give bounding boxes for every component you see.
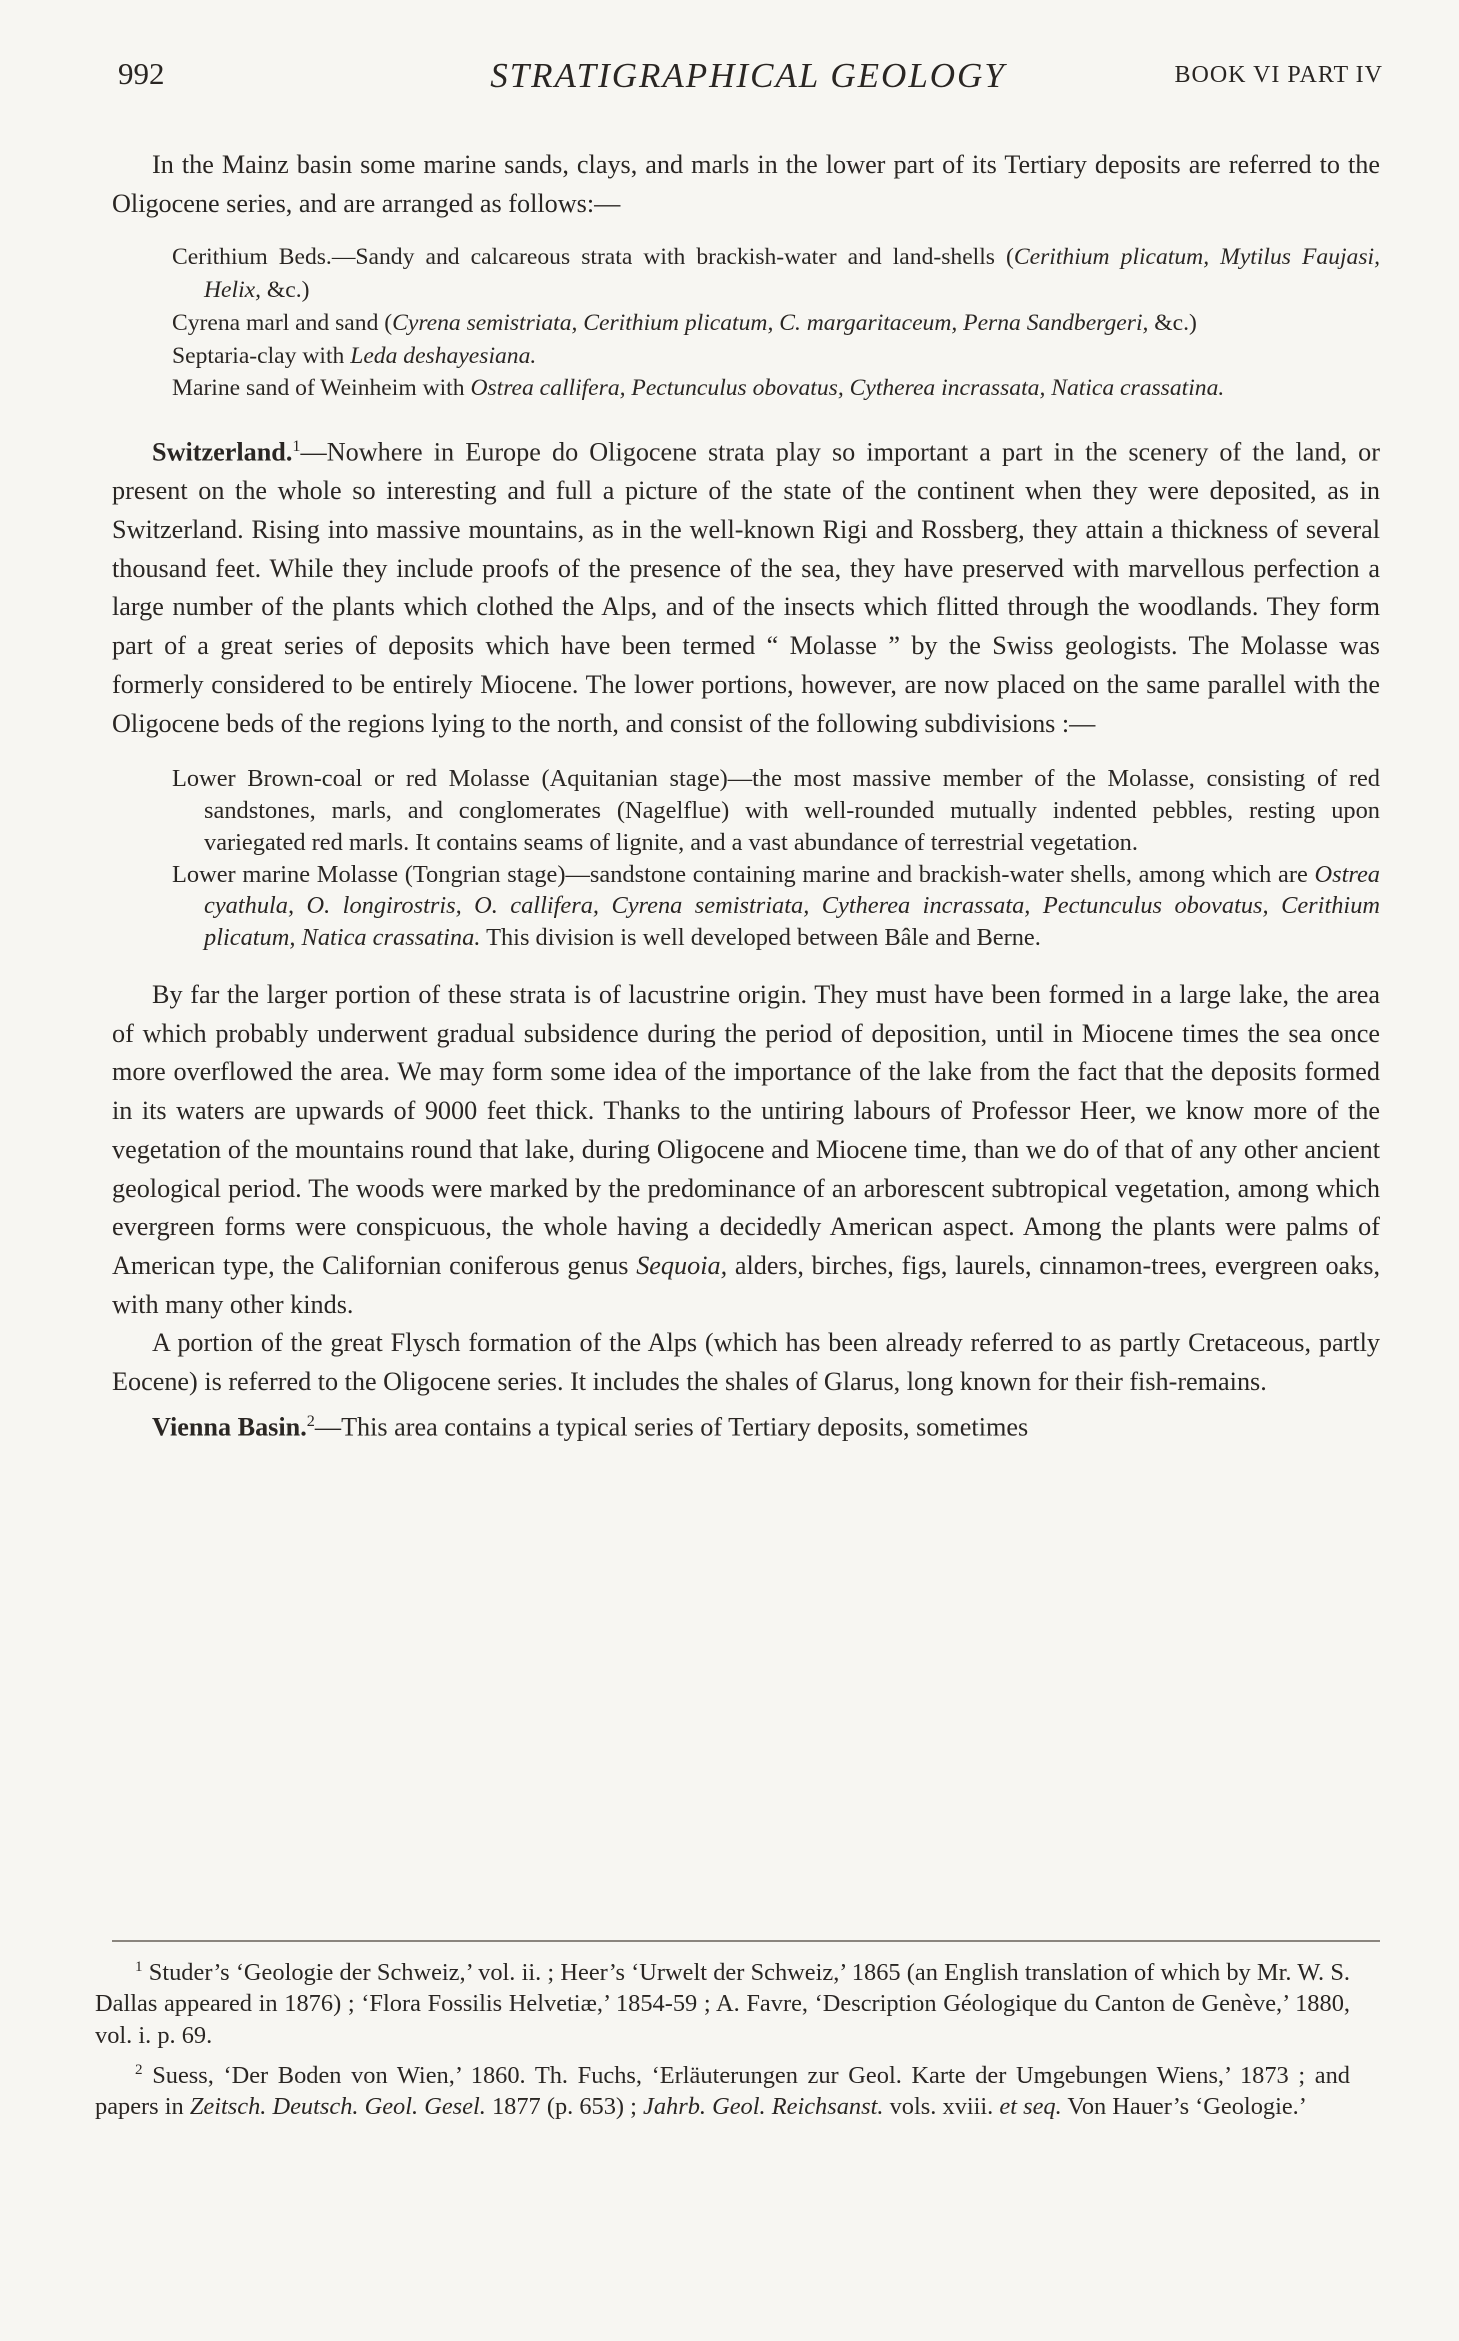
main-text: [112, 146, 1380, 1447]
footnote-divider: [112, 1940, 1380, 1942]
mainz-beds-list: [172, 241, 1380, 405]
mainz-bed-item: Cerithium Beds.—Sandy and calcareous strata with brackish-water and land-shells (Cerithium plicatum, Mytilus Faujasi, Helix, &c.): [172, 244, 1380, 304]
footnote-2: $^2$ Suess, ‘Der Boden von Wien,’ 1860. Th. Fuchs, ‘Erläuterungen zur Geol. Karte der Umgebungen Wiens,’ 1873 ; and papers in Zeitsch. Deutsch. Geol. Gesel. 1877 (p. 653) ; Jahrb. Geol. Reichsanst. vols. xviii. et seq. Von Hauer’s ‘Geologie.’: [95, 2061, 1350, 2121]
vienna-heading: Vienna Basin.: [152, 1412, 307, 1442]
book-part-label: BOOK VI PART IV: [1174, 62, 1383, 88]
page-number: 992: [118, 56, 165, 91]
footnote-1: $^1$ Studer’s ‘Geologie der Schweiz,’ vol. ii. ; Heer’s ‘Urwelt der Schweiz,’ 1865 (an English translation of which by Mr. W. S. Dallas appeared in 1876) ; ‘Flora Fossilis Helvetiæ,’ 1854-59 ; A. Favre, ‘Description Géologique du Canton de Genève,’ 1880, vol. i. p. 69.: [95, 1959, 1350, 2049]
molasse-subdivision-item: Lower marine Molasse (Tongrian stage)—sandstone containing marine and brackish-water shells, among which are Ostrea cyathula, O. longirostris, O. callifera, Cyrena semistriata, Cytherea incrassata, Pectunculus obovatus, Cerithium plicatum, Natica crassatina. This division is well developed between Bâle and Berne.: [172, 860, 1380, 952]
footnotes: [95, 1952, 1350, 2122]
footnote-ref: 2: [306, 1411, 315, 1430]
lacustrine-paragraph: By far the larger portion of these strata is of lacustrine origin. They must have been formed in a large lake, the area of which probably underwent gradual subsidence during the period of deposition, until in Miocene times the sea once more overflowed the area. We may form some idea of the importance of the lake from the fact that the deposits formed in its waters are upwards of 9000 feet thick. Thanks to the untiring labours of Professor Heer, we know more of the vegetation of the mountains round that lake, during Oligocene and Miocene time, than we do of that of any other ancient geological period. The woods were marked by the predominance of an arborescent subtropical vegetation, among which evergreen forms were conspicuous, the whole having a decidedly American aspect. Among the plants were palms of American type, the Californian coniferous genus Sequoia, alders, birches, figs, laurels, cinnamon-trees, evergreen oaks, with many other kinds.: [112, 980, 1380, 1319]
mainz-bed-item: Cyrena marl and sand (Cyrena semistriata, Cerithium plicatum, C. margaritaceum, Perna Sandbergeri, &c.): [172, 309, 1197, 336]
flysch-paragraph: A portion of the great Flysch formation of the Alps (which has been already referred to as partly Cretaceous, partly Eocene) is referred to the Oligocene series. It includes the shales of Glarus, long known for their fish-remains.: [112, 1328, 1380, 1397]
vienna-paragraph: Vienna Basin.$^2$—This area contains a typical series of Tertiary deposits, sometimes: [152, 1411, 1029, 1442]
molasse-subdivision-item: Lower Brown-coal or red Molasse (Aquitanian stage)—the most massive member of the Molasse, consisting of red sandstones, marls, and conglomerates (Nagelflue) with well-rounded mutually indented pebbles, resting upon variegated red marls. It contains seams of lignite, and a vast abundance of terrestrial vegetation.: [172, 765, 1380, 856]
running-title: STRATIGRAPHICAL GEOLOGY: [490, 56, 1006, 95]
molasse-subdivisions-list: [172, 763, 1380, 954]
switzerland-paragraph: Switzerland.$^1$—Nowhere in Europe do Oligocene strata play so important a part in the scenery of the land, or present on the whole so interesting and full a picture of the state of the continent when they were deposited, as in Switzerland. Rising into massive mountains, as in the well-known Rigi and Rossberg, they attain a thickness of several thousand feet. While they include proofs of the presence of the sea, they have preserved with marvellous perfection a large number of the plants which clothed the Alps, and of the insects which flitted through the woodlands. They form part of a great series of deposits which have been termed “ Molasse ” by the Swiss geologists. The Molasse was formerly considered to be entirely Miocene. The lower portions, however, are now placed on the same parallel with the Oligocene beds of the regions lying to the north, and consist of the following subdivisions :—: [112, 436, 1380, 738]
mainz-bed-item: Septaria-clay with Leda deshayesiana.: [172, 342, 537, 369]
running-header: [118, 56, 1383, 104]
mainz-bed-item: Marine sand of Weinheim with Ostrea callifera, Pectunculus obovatus, Cytherea incrassata, Natica crassatina.: [172, 375, 1225, 402]
footnote-ref: 1: [292, 436, 301, 455]
mainz-intro-paragraph: In the Mainz basin some marine sands, clays, and marls in the lower part of its Tertiary deposits are referred to the Oligocene series, and are arranged as follows:—: [112, 150, 1380, 218]
switzerland-heading: Switzerland.: [152, 437, 293, 467]
